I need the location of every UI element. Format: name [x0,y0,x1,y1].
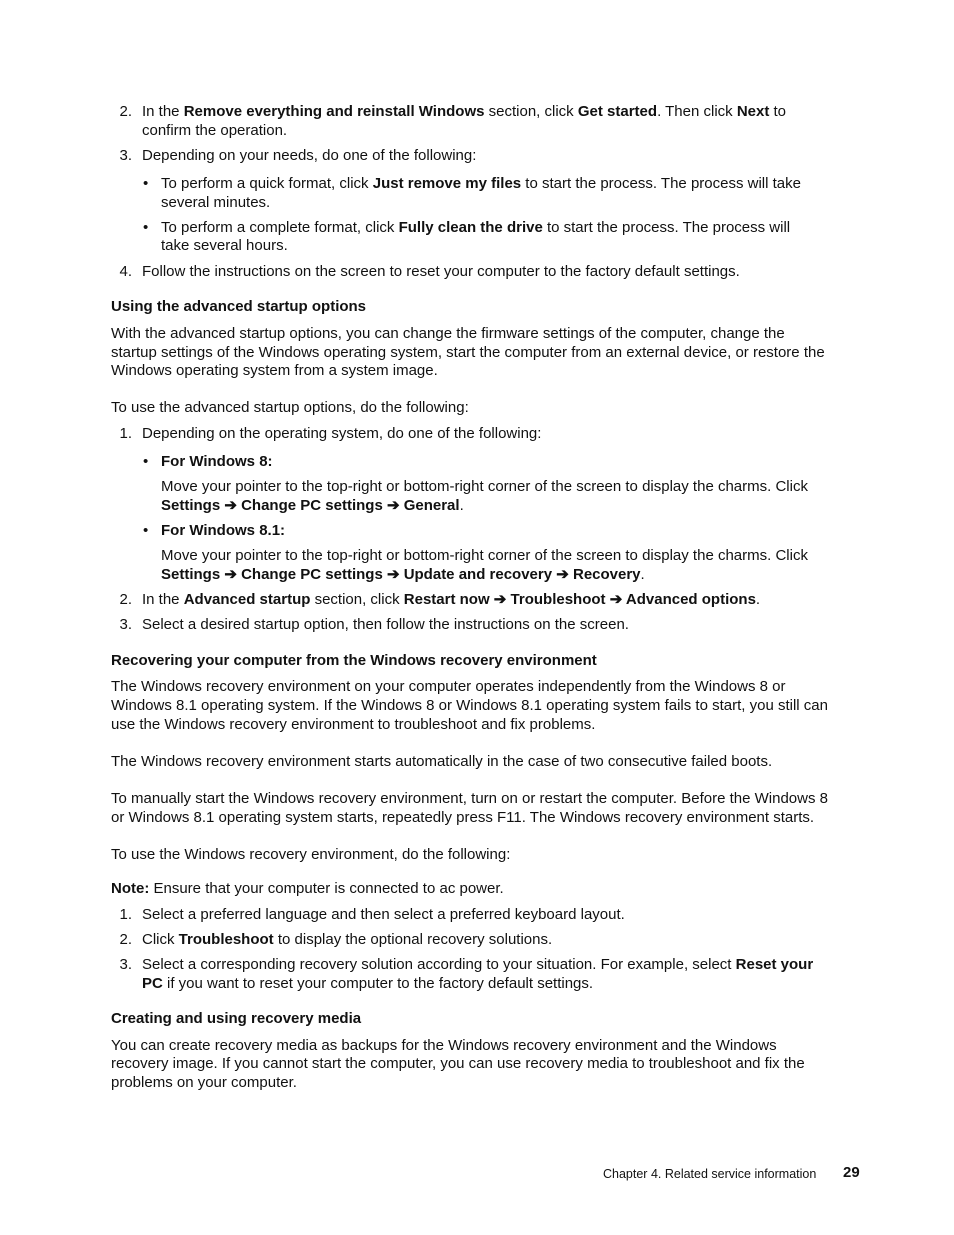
windows-81-line-1: Move your pointer to the top-right or bottom-right corner of the screen to display the charms. Click [161,547,808,564]
step-number: 2. [119,931,132,948]
paragraph-line: problems on your computer. [111,1074,297,1091]
step-number: 3. [119,616,132,633]
bullet-complete-format-line-1: To perform a complete format, click Fully clean the drive to start the process. The process will [161,219,791,236]
paragraph-line: To use the advanced startup options, do the following: [111,399,469,416]
paragraph-line: The Windows recovery environment on your computer operates independently from the Windows 8 or [111,678,786,695]
step-number: 2. [119,591,132,608]
bullet-quick-format-line-1: To perform a quick format, click Just remove my files to start the process. The process will take [161,175,801,192]
footer-chapter-title: Chapter 4. Related service information [603,1167,817,1181]
paragraph-line: You can create recovery media as backups for the Windows recovery environment and the Windows [111,1037,777,1054]
windows-8-line-1: Move your pointer to the top-right or bottom-right corner of the screen to display the charms. Click [161,478,808,495]
paragraph-line: To use the Windows recovery environment, do the following: [111,846,511,863]
paragraph-line: The Windows recovery environment starts automatically in the case of two consecutive failed boots. [111,753,773,770]
bullet-complete-format-line-2: take several hours. [161,237,288,254]
recovery-step-3-line-2: PC if you want to reset your computer to the factory default settings. [142,975,594,992]
step-2-line-1: In the Remove everything and reinstall Windows section, click Get started. Then click Next to [142,103,787,120]
paragraph-line: use the Windows recovery environment to troubleshoot and fix problems. [111,716,596,733]
note-label: Note: [111,880,150,897]
step-4-text: Follow the instructions on the screen to reset your computer to the factory default settings. [142,263,740,280]
step-number: 3. [119,147,132,164]
advanced-step-2-text: In the Advanced startup section, click Restart now ➔ Troubleshoot ➔ Advanced options. [142,591,761,608]
bullet-marker: • [143,175,149,192]
paragraph-line: Windows operating system from a system image. [111,362,438,379]
step-number: 1. [119,425,132,442]
bullet-quick-format-line-2: several minutes. [161,194,271,211]
section-heading-recovery-environment: Recovering your computer from the Windows recovery environment [111,652,597,669]
step-number: 4. [119,263,132,280]
bullet-marker: • [143,453,149,470]
page-number: 29 [843,1164,860,1181]
windows-8-label: For Windows 8: [161,453,273,470]
windows-81-menu-path: Settings ➔ Change PC settings ➔ Update and recovery ➔ Recovery. [161,566,645,583]
recovery-step-3-line-1: Select a corresponding recovery solution according to your situation. For example, select Reset your [142,956,814,973]
advanced-step-3-text: Select a desired startup option, then follow the instructions on the screen. [142,616,629,633]
paragraph-line: recovery image. If you cannot start the computer, you can use recovery media to troubleshoot and fix the [111,1055,805,1072]
section-heading-advanced-startup: Using the advanced startup options [111,298,367,315]
bullet-marker: • [143,522,149,539]
section-heading-recovery-media: Creating and using recovery media [111,1010,362,1027]
note: Note: Ensure that your computer is connected to ac power. [111,880,504,897]
paragraph-line: Windows 8.1 operating system. If the Windows 8 or Windows 8.1 operating system fails to start, you still can [111,697,828,714]
step-number: 1. [119,906,132,923]
advanced-step-1-text: Depending on the operating system, do one of the following: [142,425,542,442]
paragraph-line: or Windows 8.1 operating system starts, repeatedly press F11. The Windows recovery environment starts. [111,809,815,826]
paragraph-line: startup settings of the Windows operating system, start the computer from an external device, or restore the [111,344,825,361]
bullet-marker: • [143,219,149,236]
recovery-step-1-text: Select a preferred language and then select a preferred keyboard layout. [142,906,625,923]
paragraph-line: To manually start the Windows recovery environment, turn on or restart the computer. Before the Windows 8 [111,790,828,807]
step-2-line-2: confirm the operation. [142,122,288,139]
windows-81-label: For Windows 8.1: [161,522,286,539]
step-3-text: Depending on your needs, do one of the following: [142,147,477,164]
step-number: 3. [119,956,132,973]
paragraph-line: With the advanced startup options, you can change the firmware settings of the computer, change the [111,325,785,342]
recovery-step-2-text: Click Troubleshoot to display the optional recovery solutions. [142,931,553,948]
step-number: 2. [119,103,132,120]
windows-8-menu-path: Settings ➔ Change PC settings ➔ General. [161,497,464,514]
